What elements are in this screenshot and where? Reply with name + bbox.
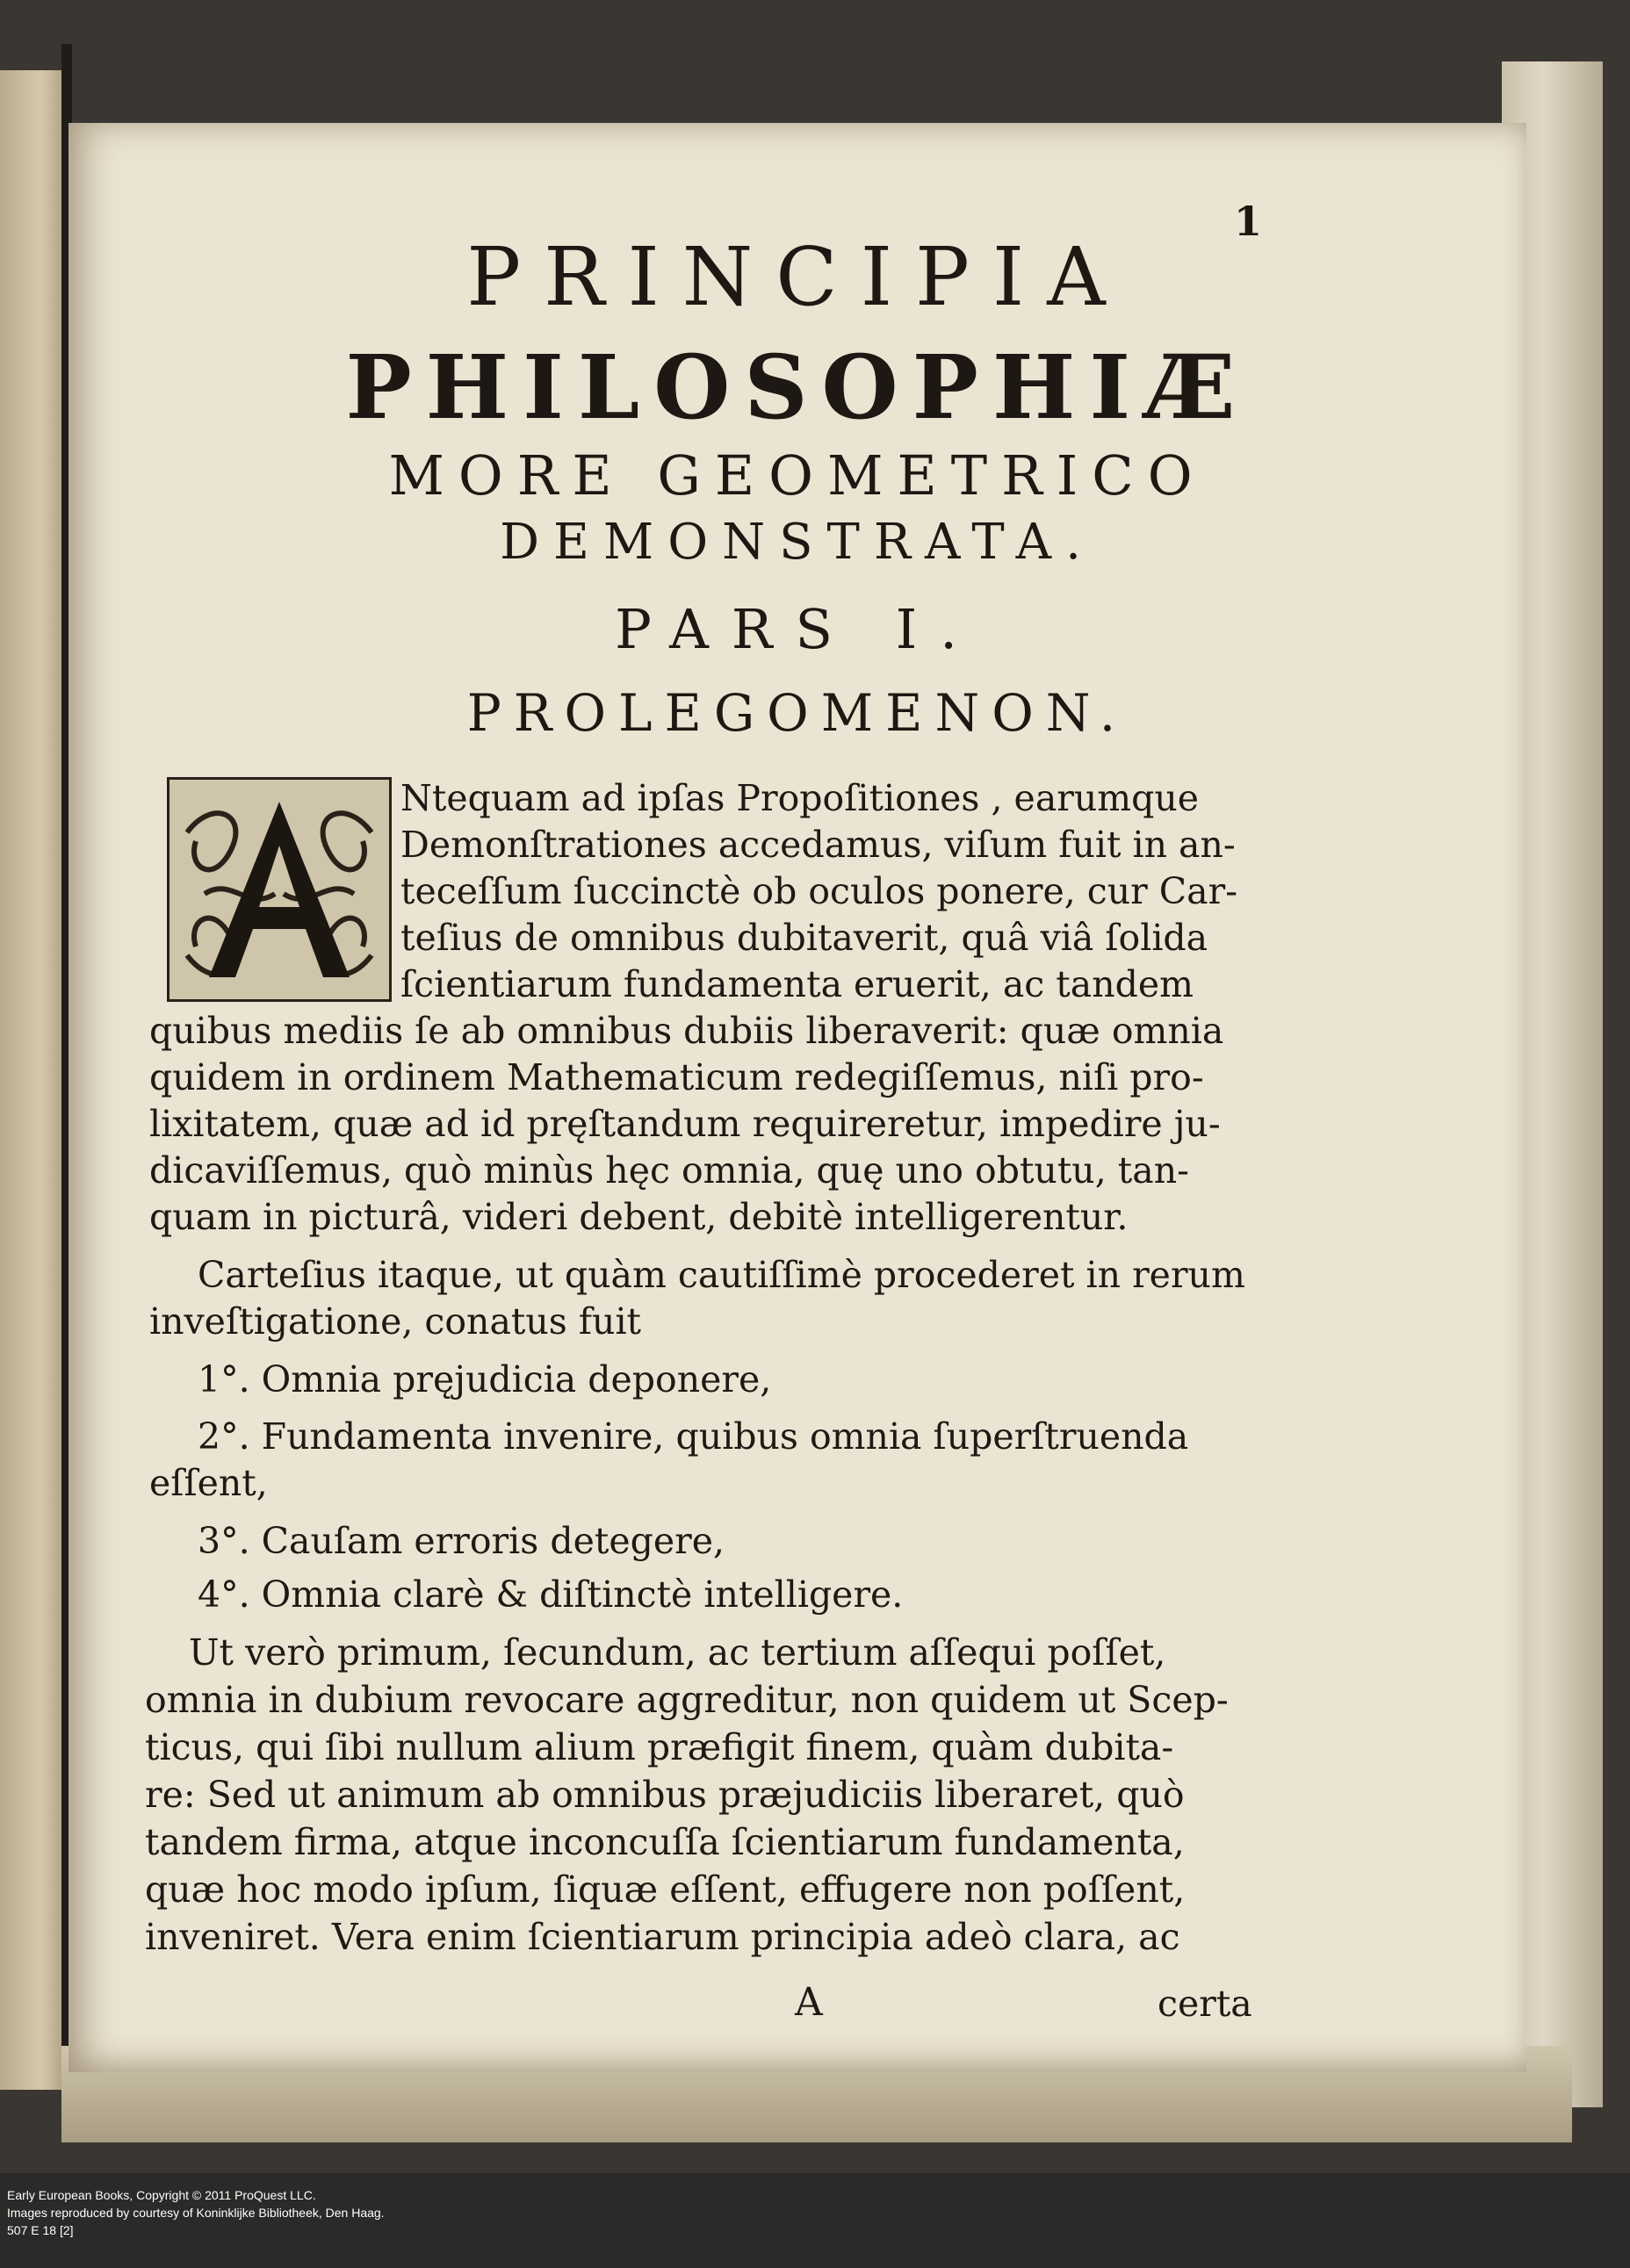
body-line: eſſent, xyxy=(149,1462,268,1504)
body-line: Ut verò primum, ſecundum, ac tertium aſſequi poſſet, xyxy=(189,1631,1166,1674)
body-line: quæ hoc modo ipſum, ſiquæ eſſent, effugere non poſſent, xyxy=(145,1868,1186,1911)
facing-page-edge xyxy=(0,70,69,2090)
body-line: 4°. Omnia clarè & diſtinctè intelligere. xyxy=(198,1573,904,1616)
body-line: 3°. Cauſam erroris detegere, xyxy=(198,1520,725,1562)
page-number: 1 xyxy=(1234,198,1263,245)
section-heading: PROLEGOMENON. xyxy=(466,683,1129,743)
body-line: quibus mediis ſe ab omnibus dubiis liberaverit: quæ omnia xyxy=(149,1010,1224,1052)
body-line: 1°. Omnia pręjudicia deponere, xyxy=(198,1358,772,1400)
body-line: re: Sed ut animum ab omnibus præjudiciis liberaret, quò xyxy=(145,1774,1185,1816)
credit-copyright: Early European Books, Copyright © 2011 ProQuest LLC. xyxy=(7,2188,316,2202)
body-line: lixitatem, quæ ad id pręſtandum requireretur, impedire ju- xyxy=(149,1103,1221,1145)
ornament-icon xyxy=(169,780,389,999)
title-line-1: PRINCIPIA xyxy=(466,230,1129,324)
body-line: inveſtigatione, conatus fuit xyxy=(149,1300,642,1343)
credit-courtesy: Images reproduced by courtesy of Koninklijke Bibliotheek, Den Haag. xyxy=(7,2206,385,2220)
part-heading: PARS I. xyxy=(615,597,980,661)
body-line: Demonſtrationes accedamus, viſum fuit in an- xyxy=(400,824,1236,866)
title-line-3: MORE GEOMETRICO xyxy=(388,443,1207,508)
body-line: omnia in dubium revocare aggreditur, non quidem ut Scep- xyxy=(145,1679,1229,1721)
title-line-2: PHILOSOPHIÆ xyxy=(345,335,1250,439)
title-line-4: DEMONSTRATA. xyxy=(500,514,1095,571)
body-line: 2°. Fundamenta invenire, quibus omnia ſuperſtruenda xyxy=(198,1415,1189,1458)
body-line: Ntequam ad ipſas Propoſitiones , earumque xyxy=(400,777,1200,819)
catchword: certa xyxy=(1158,1983,1252,2025)
body-line: tandem firma, atque inconcuſſa ſcientiarum fundamenta, xyxy=(145,1821,1185,1863)
body-line: ſcientiarum fundamenta eruerit, ac tandem xyxy=(400,963,1194,1005)
credit-shelfmark: 507 E 18 [2] xyxy=(7,2223,74,2237)
body-line: ticus, qui ſibi nullum alium præfigit finem, quàm dubita- xyxy=(145,1726,1174,1768)
body-line: dicaviſſemus, quò minùs hęc omnia, quę uno obtutu, tan- xyxy=(149,1149,1189,1192)
signature-mark: A xyxy=(795,1980,823,2025)
body-line: quidem in ordinem Mathematicum redegiſſemus, niſi pro- xyxy=(149,1056,1204,1098)
body-line: inveniret. Vera enim ſcientiarum principia adeò clara, ac xyxy=(145,1916,1180,1958)
decorated-initial xyxy=(167,777,392,1002)
body-line: teſius de omnibus dubitaverit, quâ viâ ſolida xyxy=(400,917,1208,959)
body-line: Carteſius itaque, ut quàm cautiſſimè procederet in rerum xyxy=(198,1254,1245,1296)
body-line: teceſſum ſuccinctè ob oculos ponere, cur Car- xyxy=(400,870,1238,912)
body-line: quam in picturâ, videri debent, debitè intelligerentur. xyxy=(149,1196,1129,1238)
